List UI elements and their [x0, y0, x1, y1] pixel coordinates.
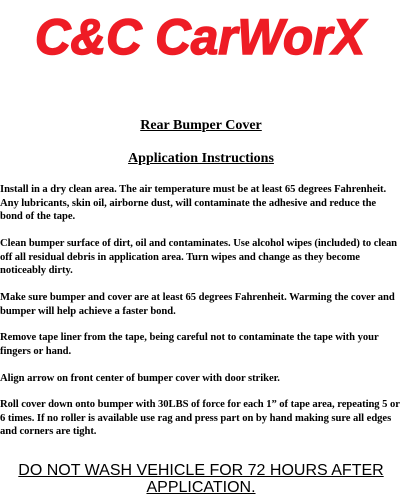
- page-subtitle: Application Instructions: [128, 151, 274, 166]
- warning-notice: DO NOT WASH VEHICLE FOR 72 HOURS AFTER APPLICATION.: [18, 462, 384, 496]
- instruction-paragraph: Clean bumper surface of dirt, oil and contaminates. Use alcohol wipes (included) to clean off all residual debris in application area. Turn wipes and change as they become noticeably dirty.: [0, 238, 398, 277]
- page-title: Rear Bumper Cover: [140, 118, 262, 133]
- instruction-paragraph: Remove tape liner from the tape, being careful not to contaminate the tape with your fingers or hand.: [0, 332, 379, 357]
- brand-logo: [30, 0, 370, 68]
- instruction-paragraph: Make sure bumper and cover are at least 65 degrees Fahrenheit. Warming the cover and bumper will help achieve a faster bond.: [0, 292, 395, 317]
- instruction-paragraph: Install in a dry clean area. The air temperature must be at least 65 degrees Fahrenheit. Any lubricants, skin oil, airborne dust, will contaminate the adhesive and reduce the bond of the tape.: [0, 184, 387, 223]
- brand-logo-graphic: [30, 0, 370, 68]
- instruction-paragraph: Align arrow on front center of bumper cover with door striker.: [0, 373, 280, 384]
- instruction-paragraph: Roll cover down onto bumper with 30LBS of force for each 1” of tape area, repeating 5 or 6 times. If no roller is available use rag and press part on by hand making sure all edges and corners are tight.: [0, 399, 400, 438]
- brand-logo-text: C&C CarWorX: [35, 9, 368, 65]
